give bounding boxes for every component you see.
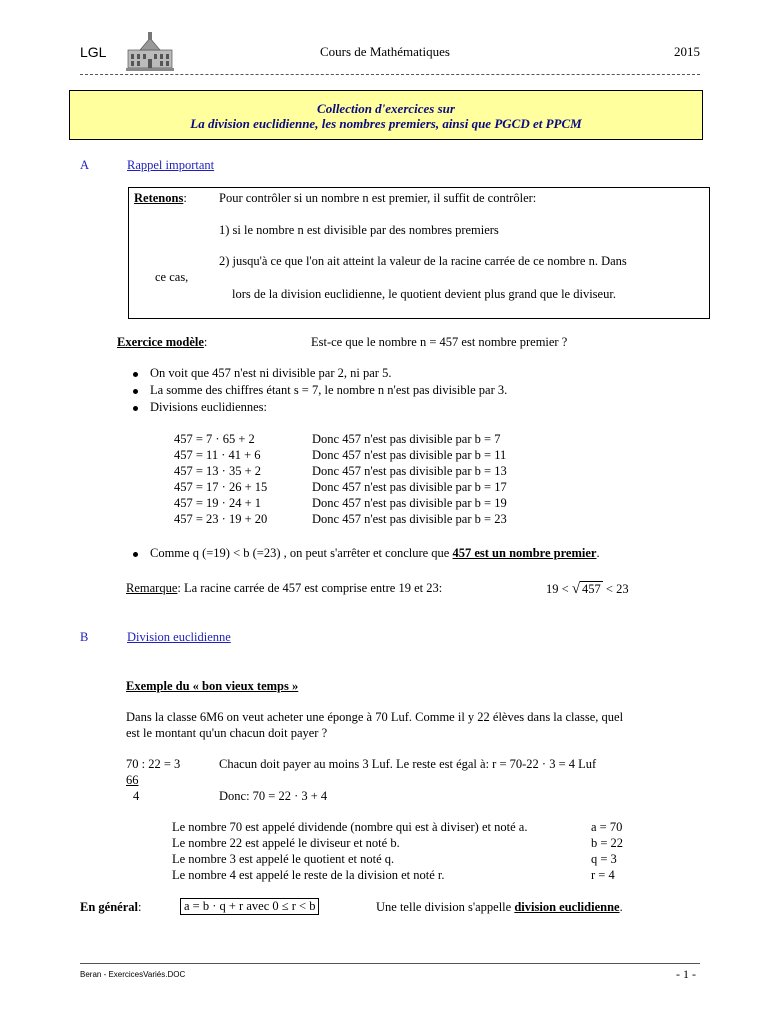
ineq-radicand: 457: [582, 582, 601, 596]
definition-text: Le nombre 3 est appelé le quotient et noté q.: [172, 852, 395, 866]
bullet4-conclusion: 457 est un nombre premier: [452, 546, 597, 560]
header-divider: [80, 74, 700, 75]
remarque-text: : La racine carrée de 457 est comprise entre 19 et 23:: [177, 581, 443, 595]
banner-line1: Collection d'exercices sur: [317, 101, 455, 116]
definition-value: q = 3: [591, 852, 617, 866]
general-formula-box: a = b · q + r avec 0 ≤ r < b: [180, 898, 319, 915]
banner-line2: La division euclidienne, les nombres premiers, ainsi que PGCD et PPCM: [190, 116, 582, 131]
retenons-colon: :: [183, 191, 187, 205]
bullet-dot: [133, 389, 138, 394]
sqrt-inequality: [546, 581, 629, 598]
retenons-item2a: 2) jusqu'à ce que l'on ait atteint la valeur de la racine carrée de ce nombre n. Dans: [219, 254, 627, 268]
bullet-dot: [133, 372, 138, 377]
bullet4-end: .: [596, 546, 600, 560]
general-end: .: [619, 900, 623, 914]
bullet3-text: Divisions euclidiennes:: [150, 400, 267, 414]
general-text-group: [376, 900, 623, 915]
bullet1-text: On voit que 457 n'est ni divisible par 2, ni par 5.: [150, 366, 392, 380]
footer-right: - 1 -: [676, 967, 696, 981]
division-eq: 457 = 17 · 26 + 15: [174, 480, 268, 494]
retenons-item2c: lors de la division euclidienne, le quotient devient plus grand que le diviseur.: [232, 287, 616, 301]
bullet-dot: [133, 406, 138, 411]
definition-value: r = 4: [591, 868, 615, 882]
retenons-item1: 1) si le nombre n est divisible par des nombres premiers: [219, 223, 499, 237]
retenons-item2b: ce cas,: [155, 270, 189, 284]
ineq-right: < 23: [605, 582, 629, 596]
footer-divider: [80, 963, 700, 964]
general-label-group: [80, 900, 141, 915]
header-center: Cours de Mathématiques: [320, 44, 450, 59]
header-right: 2015: [674, 44, 700, 59]
retenons-intro: Pour contrôler si un nombre n est premier, il suffit de contrôler:: [219, 191, 537, 205]
division-70-22: 70 : 22 = 3: [126, 757, 181, 771]
definition-value: a = 70: [591, 820, 623, 834]
vieux-para2: est le montant qu'un chacun doit payer ?: [126, 726, 328, 740]
sqrt-radical: √: [571, 581, 581, 597]
retenons-label: Retenons: [134, 191, 184, 205]
division-txt: Donc 457 n'est pas divisible par b = 7: [312, 432, 501, 446]
section-b-title: Division euclidienne: [127, 630, 231, 644]
definition-text: Le nombre 22 est appelé le diviseur et noté b.: [172, 836, 400, 850]
chacun-text: Chacun doit payer au moins 3 Luf. Le reste est égal à: r = 70-22 · 3 = 4 Luf: [219, 757, 597, 771]
definition-text: Le nombre 4 est appelé le reste de la division et noté r.: [172, 868, 445, 882]
remarque-label: Remarque: [126, 581, 178, 595]
bullet-dot: [133, 552, 138, 557]
bullet2-text: La somme des chiffres étant s = 7, le nombre n n'est pas divisible par 3.: [150, 383, 508, 397]
school-building-logo: [126, 30, 174, 72]
bullet4-part1: Comme q (=19) < b (=23) , on peut s'arrêter et conclure que: [150, 546, 453, 560]
vieux-title: Exemple du « bon vieux temps »: [126, 679, 299, 693]
division-txt: Donc 457 n'est pas divisible par b = 17: [312, 480, 507, 494]
bullet4-text: [150, 546, 600, 561]
exemple-label: Exercice modèle: [117, 335, 204, 349]
division-eq: 457 = 23 · 19 + 20: [174, 512, 268, 526]
section-b-letter: B: [80, 630, 89, 644]
general-colon: :: [137, 900, 142, 914]
division-txt: Donc 457 n'est pas divisible par b = 13: [312, 464, 507, 478]
division-eq: 457 = 13 · 35 + 2: [174, 464, 262, 478]
general-text: Une telle division s'appelle: [376, 900, 515, 914]
definition-text: Le nombre 70 est appelé dividende (nombre qui est à diviser) et noté a.: [172, 820, 528, 834]
section-a-title: Rappel important: [127, 158, 215, 172]
section-a-letter: A: [80, 158, 90, 172]
division-txt: Donc 457 n'est pas divisible par b = 23: [312, 512, 507, 526]
general-label: En général: [80, 900, 138, 914]
division-eq: 457 = 19 · 24 + 1: [174, 496, 262, 510]
exemple-colon: :: [203, 335, 208, 349]
ineq-left: 19 <: [546, 582, 569, 596]
division-remainder: 4: [133, 789, 140, 803]
vieux-para1: Dans la classe 6M6 on veut acheter une éponge à 70 Luf. Comme il y 22 élèves dans la classe, quel: [126, 710, 624, 724]
header-left: LGL: [80, 44, 107, 60]
division-eq: 457 = 11 · 41 + 6: [174, 448, 261, 462]
general-term: division euclidienne: [514, 900, 620, 914]
definition-value: b = 22: [591, 836, 624, 850]
division-eq: 457 = 7 · 65 + 2: [174, 432, 255, 446]
title-banner: [69, 90, 703, 140]
donc-text: Donc: 70 = 22 · 3 + 4: [219, 789, 328, 803]
footer-left: Beran - ExercicesVariés.DOC: [80, 970, 186, 979]
remarque-line: [126, 581, 442, 596]
exemple-question: Est-ce que le nombre n = 457 est nombre premier ?: [311, 335, 568, 349]
exemple-label-group: [117, 335, 207, 350]
retenons-label-group: [134, 191, 187, 206]
division-66: 66: [126, 773, 139, 787]
division-txt: Donc 457 n'est pas divisible par b = 19: [312, 496, 507, 510]
division-txt: Donc 457 n'est pas divisible par b = 11: [312, 448, 507, 462]
